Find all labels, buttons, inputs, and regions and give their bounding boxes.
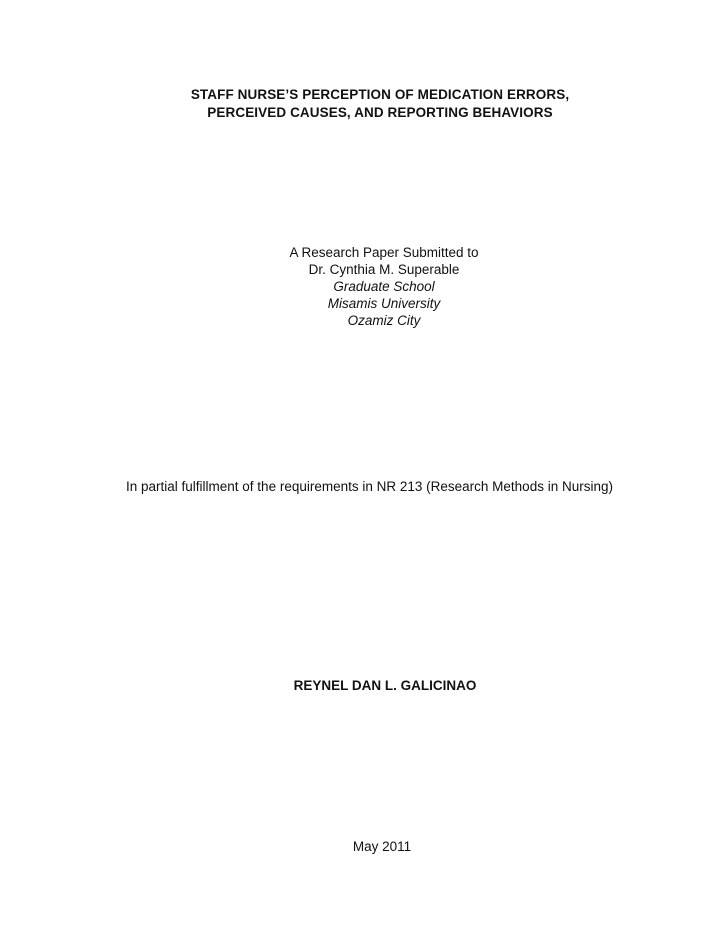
- fulfillment-statement: In partial fulfillment of the requirements in NR 213 (Research Methods in Nursing): [126, 479, 613, 494]
- title-line-1: STAFF NURSE’S PERCEPTION OF MEDICATION ERRORS,: [190, 87, 570, 102]
- submission-statement: A Research Paper Submitted to: [289, 245, 479, 260]
- author-name: REYNEL DAN L. GALICINAO: [293, 678, 477, 693]
- adviser-name: Dr. Cynthia M. Superable: [308, 262, 460, 277]
- document-title: [0, 86, 728, 122]
- title-line-2: PERCEIVED CAUSES, AND REPORTING BEHAVIORS: [207, 105, 553, 120]
- submission-info: [0, 244, 728, 329]
- school-name: Graduate School: [333, 279, 435, 294]
- city-name: Ozamiz City: [347, 313, 421, 328]
- submission-date: May 2011: [352, 839, 412, 854]
- university-name: Misamis University: [327, 296, 441, 311]
